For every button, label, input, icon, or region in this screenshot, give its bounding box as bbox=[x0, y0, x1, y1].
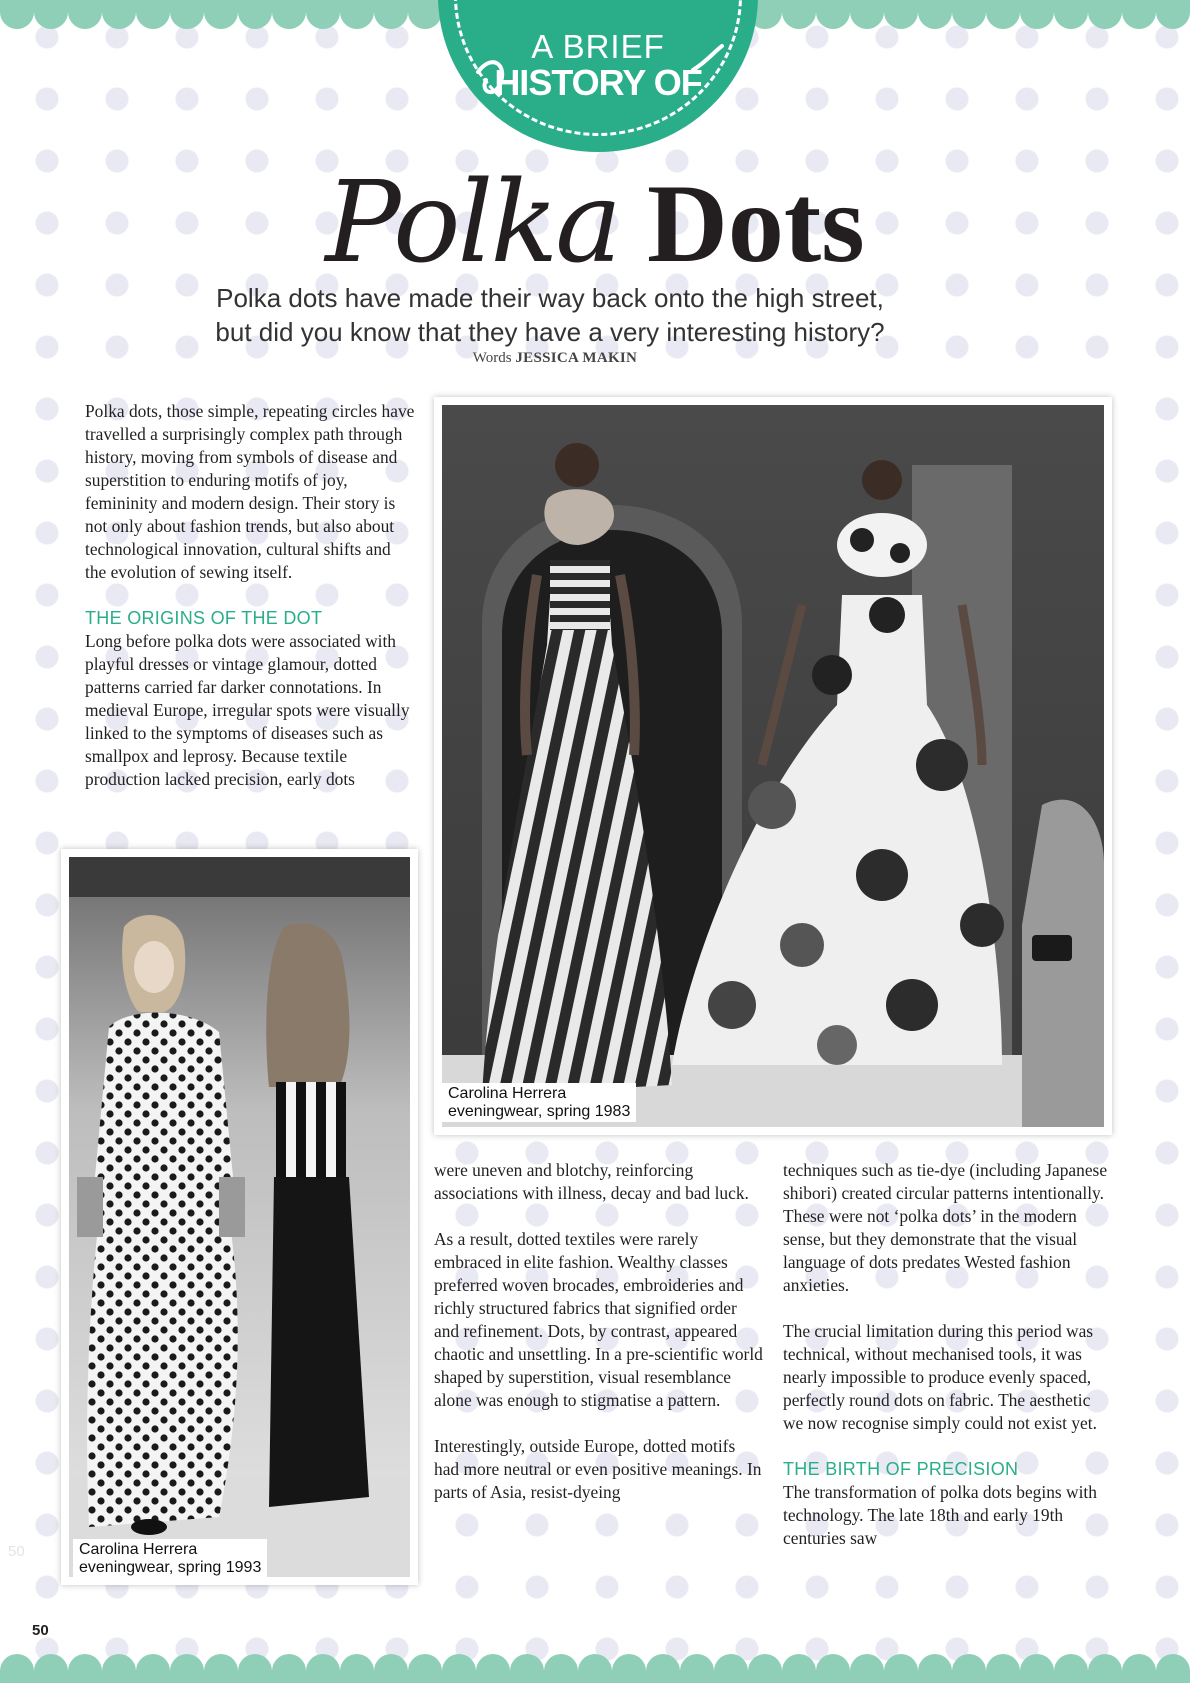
column-2 bbox=[434, 1159, 764, 1504]
history-badge bbox=[438, 0, 758, 152]
large-photo-caption bbox=[442, 1083, 636, 1122]
byline bbox=[380, 350, 730, 367]
col2-paragraph-2: As a result, dotted textiles were rarely embraced in elite fashion. Wealthy classes preferred woven brocades, embroideries and richly structured fabrics that signified order and refinement. Dots, by contrast, appeared chaotic and unsettling. In a pre-scientific world shaped by superstition, visual resemblance alone was enough to stigmatise a pattern. bbox=[434, 1229, 763, 1410]
small-caption-line-1: Carolina Herrera bbox=[79, 1541, 198, 1558]
column-3 bbox=[783, 1159, 1113, 1550]
badge-line-2: HISTORY OF bbox=[494, 62, 702, 103]
runway-photo-1993 bbox=[69, 857, 410, 1577]
runway-photo-1983 bbox=[442, 405, 1104, 1127]
intro-paragraph: Polka dots, those simple, repeating circles have travelled a surprisingly complex path through history, moving from symbols of disease and superstition to enduring motifs of joy, femininity and modern design. Their story is not only about fashion trends, but also about technological innovation, cultural shifts and the evolution of sewing itself. bbox=[85, 401, 415, 582]
ghost-page-number: 50 bbox=[8, 1543, 25, 1560]
small-photo-caption bbox=[73, 1539, 267, 1578]
bottom-scallop-border bbox=[0, 1649, 1190, 1683]
col3-paragraph-3: The transformation of polka dots begins with technology. The late 18th and early 19th centuries saw bbox=[783, 1482, 1097, 1548]
small-caption-line-2: eveningwear, spring 1993 bbox=[79, 1559, 262, 1576]
large-caption-line-1: Carolina Herrera bbox=[448, 1085, 567, 1102]
origins-subhead: THE ORIGINS OF THE DOT bbox=[85, 608, 323, 628]
page-title bbox=[0, 158, 1190, 289]
badge-line-1: A BRIEF bbox=[531, 28, 665, 65]
large-caption-line-2: eveningwear, spring 1983 bbox=[448, 1103, 631, 1120]
standfirst bbox=[150, 281, 950, 349]
precision-subhead: THE BIRTH OF PRECISION bbox=[783, 1459, 1019, 1479]
title-italic-word: Polka bbox=[325, 158, 619, 288]
col3-paragraph-2: The crucial limitation during this period was technical, without mechanised tools, it was nearly impossible to produce evenly spaced, perfectly round dots on fabric. The aesthetic we now recognise simply could not exist yet. bbox=[783, 1321, 1097, 1433]
col2-paragraph-3: Interestingly, outside Europe, dotted motifs had more neutral or even positive meanings. In parts of Asia, resist-dyeing bbox=[434, 1436, 762, 1502]
col3-paragraph-1: techniques such as tie-dye (including Japanese shibori) created circular patterns intentionally. These were not ‘polka dots’ in the modern sense, but they demonstrate that the visual language of dots predates Wested fashion anxieties. bbox=[783, 1160, 1108, 1295]
column-1 bbox=[85, 400, 415, 791]
small-photo-frame bbox=[61, 849, 418, 1585]
standfirst-line-1: Polka dots have made their way back onto the high street, bbox=[216, 283, 884, 313]
byline-label: Words bbox=[472, 350, 512, 366]
page-number: 50 bbox=[32, 1622, 49, 1639]
origins-paragraph: Long before polka dots were associated with playful dresses or vintage glamour, dotted patterns carried far darker connotations. In medieval Europe, irregular spots were visually linked to the symptoms of diseases such as smallpox and leprosy. Because textile production lacked precision, early dots bbox=[85, 631, 410, 789]
title-bold-word: Dots bbox=[646, 162, 865, 286]
byline-author: JESSICA MAKIN bbox=[515, 350, 638, 366]
col2-paragraph-1: were uneven and blotchy, reinforcing associations with illness, decay and bad luck. bbox=[434, 1160, 749, 1203]
standfirst-line-2: but did you know that they have a very interesting history? bbox=[215, 317, 885, 347]
large-photo-frame bbox=[434, 397, 1112, 1135]
